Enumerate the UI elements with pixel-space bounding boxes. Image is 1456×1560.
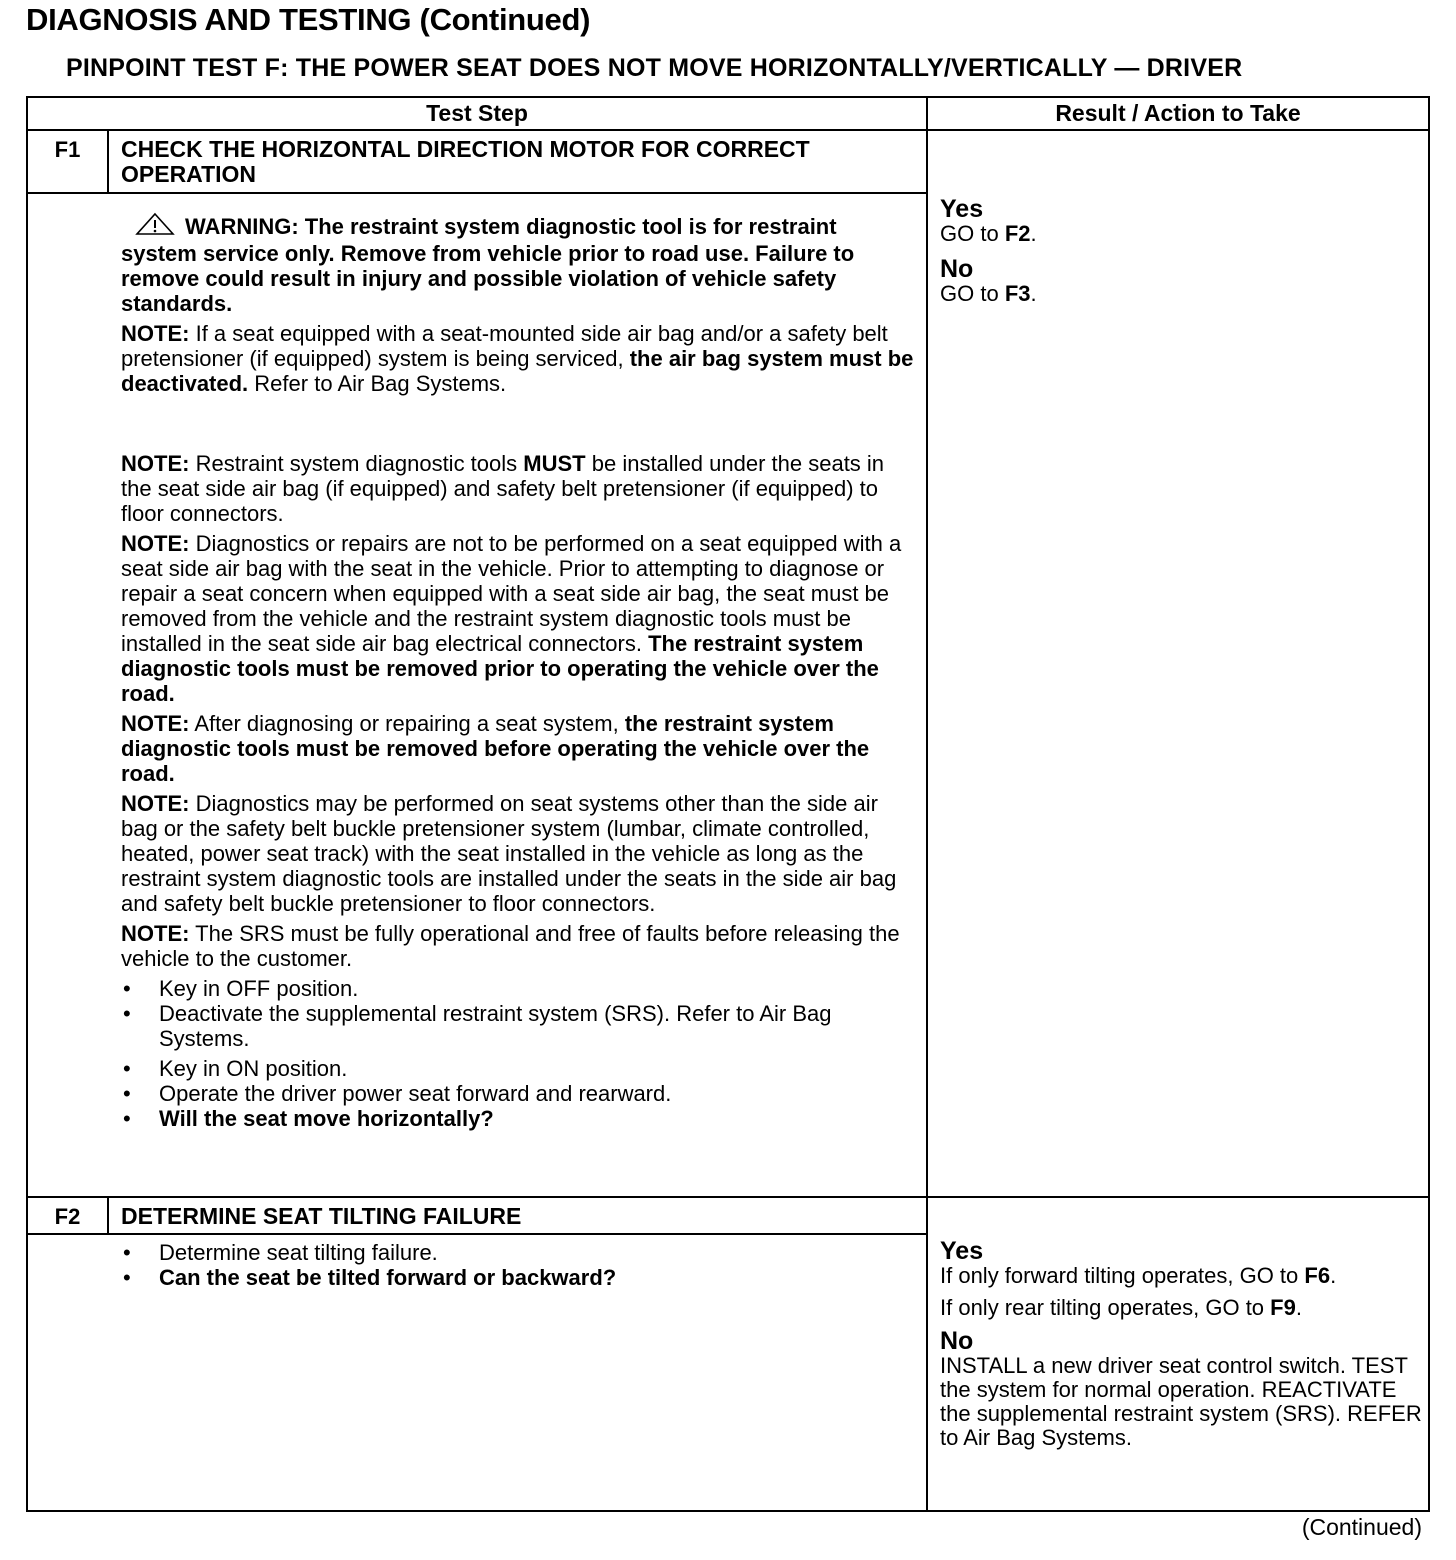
- f2-no-action: INSTALL a new driver seat control switch. TEST the system for normal operation. REACTIVATE the supplemental restraint system (SRS). REFER to Air Bag Systems.: [940, 1353, 1422, 1450]
- table-bottom-border: [26, 1510, 1430, 1512]
- f2-body: [121, 1240, 916, 1290]
- pinpoint-test-title: PINPOINT TEST F: THE POWER SEAT DOES NOT MOVE HORIZONTALLY/VERTICALLY — DRIVER: [66, 54, 1243, 82]
- note-label: NOTE:: [121, 531, 190, 556]
- bullet-question: • Will the seat move horizontally?: [123, 1106, 494, 1131]
- note-3: [121, 531, 916, 706]
- f1-yes-action: GO to F2.: [940, 221, 1037, 246]
- f2-id-divider: [107, 1196, 109, 1234]
- bullet-key-off: • Key in OFF position.: [123, 976, 359, 1001]
- link-f2[interactable]: F2: [1004, 221, 1031, 246]
- f2-yes-forward: If only forward tilting operates, GO to F6.: [940, 1263, 1337, 1288]
- step-heading-f1: CHECK THE HORIZONTAL DIRECTION MOTOR FOR CORRECT OPERATION: [121, 136, 810, 187]
- note-2-text-a: Restraint system diagnostic tools: [195, 451, 518, 476]
- note-4-text: After diagnosing or repairing a seat system,: [194, 711, 619, 736]
- bullet-tilt-question: • Can the seat be tilted forward or backward?: [123, 1265, 617, 1290]
- f2-yes-label: Yes: [940, 1237, 984, 1265]
- warning-text: The restraint system diagnostic tool is for restraint system service only. Remove from vehicle prior to road use. Failure to remove could result in injury and possible violation of vehicle safety standards.: [121, 214, 855, 316]
- warning-label: WARNING:: [185, 214, 299, 239]
- note-2-must: MUST: [523, 451, 586, 476]
- bullet-deactivate-srs: • Deactivate the supplemental restraint system (SRS). Refer to Air Bag Systems.: [123, 1001, 832, 1051]
- link-f6[interactable]: F6: [1304, 1263, 1331, 1288]
- note-3-bold: The restraint system diagnostic tools must be removed prior to operating the vehicle over the road.: [121, 631, 879, 706]
- warning-block: [121, 212, 916, 316]
- note-2: [121, 451, 916, 526]
- note-6: [121, 921, 916, 971]
- f1-bottom-border: [26, 1196, 1430, 1198]
- f1-id-divider: [107, 129, 109, 193]
- f1-no-label: No: [940, 255, 974, 283]
- f1-no-action: GO to F3.: [940, 281, 1037, 306]
- note-1-text: If a seat equipped with a seat-mounted side air bag and/or a safety belt pretensioner (if equipped) system is being serviced,: [121, 321, 888, 371]
- note-6-text: The SRS must be fully operational and free of faults before releasing the vehicle to the customer.: [121, 921, 900, 971]
- page-title: DIAGNOSIS AND TESTING (Continued): [26, 2, 591, 37]
- table-right-border: [1428, 96, 1430, 1512]
- step-id-f2: F2: [54, 1204, 81, 1229]
- link-f9[interactable]: F9: [1270, 1295, 1296, 1320]
- note-2-text-b: be installed under the seats in the seat side air bag (if equipped) and safety belt pretensioner (if equipped) to floor connectors.: [121, 451, 885, 526]
- note-4-bold: the restraint system diagnostic tools must be removed before operating the vehicle over the road.: [121, 711, 870, 786]
- note-1-bold: the air bag system must be deactivated.: [121, 346, 914, 396]
- link-f3[interactable]: F3: [1004, 281, 1031, 306]
- note-1: [121, 321, 916, 396]
- step-id-f1: F1: [54, 137, 81, 162]
- note-4: [121, 711, 916, 786]
- note-3-text: Diagnostics or repairs are not to be performed on a seat equipped with a seat side air bag with the seat in the vehicle. Prior to attempting to diagnose or repair a seat concern when equipped with a seat side air bag, the seat must be removed from the vehicle and the restraint system diagnostic tools must be installed in the seat side air bag electrical connectors.: [121, 531, 902, 656]
- warning-triangle-icon: [135, 212, 175, 241]
- bullet-operate-seat: • Operate the driver power seat forward and rearward.: [123, 1081, 672, 1106]
- step-heading-f2: DETERMINE SEAT TILTING FAILURE: [121, 1203, 522, 1229]
- note-label: NOTE:: [121, 921, 190, 946]
- bullet-determine-tilt: • Determine seat tilting failure.: [123, 1240, 438, 1265]
- bullet-key-on: • Key in ON position.: [123, 1056, 348, 1081]
- f1-yes-label: Yes: [940, 195, 984, 223]
- column-divider: [926, 96, 928, 1512]
- f2-heading-border: [26, 1233, 928, 1235]
- f2-result: [940, 1238, 1426, 1450]
- header-result: Result / Action to Take: [1055, 100, 1301, 126]
- f2-no-label: No: [940, 1327, 974, 1355]
- note-label: NOTE:: [121, 321, 190, 346]
- header-test-step: Test Step: [426, 100, 528, 126]
- f2-yes-rear: If only rear tilting operates, GO to F9.: [940, 1295, 1302, 1320]
- continued-label: (Continued): [1301, 1514, 1422, 1540]
- note-1-tail: Refer to Air Bag Systems.: [254, 371, 507, 396]
- note-label: NOTE:: [121, 791, 190, 816]
- note-5-text: Diagnostics may be performed on seat systems other than the side air bag or the safety belt buckle pretensioner system (lumbar, climate controlled, heated, power seat track) with the seat installed in the vehicle as long as the restraint system diagnostic tools are installed under the seats in the side air bag and safety belt buckle pretensioner to floor connectors.: [121, 791, 897, 916]
- table-top-border: [26, 96, 1430, 98]
- note-5: [121, 791, 916, 916]
- note-label: NOTE:: [121, 711, 190, 736]
- f1-result: [940, 196, 1420, 306]
- note-label: NOTE:: [121, 451, 190, 476]
- table-left-border: [26, 96, 28, 1512]
- f1-body: [121, 212, 916, 1131]
- header-bottom-border: [26, 129, 1430, 131]
- f1-heading-border: [26, 192, 928, 194]
